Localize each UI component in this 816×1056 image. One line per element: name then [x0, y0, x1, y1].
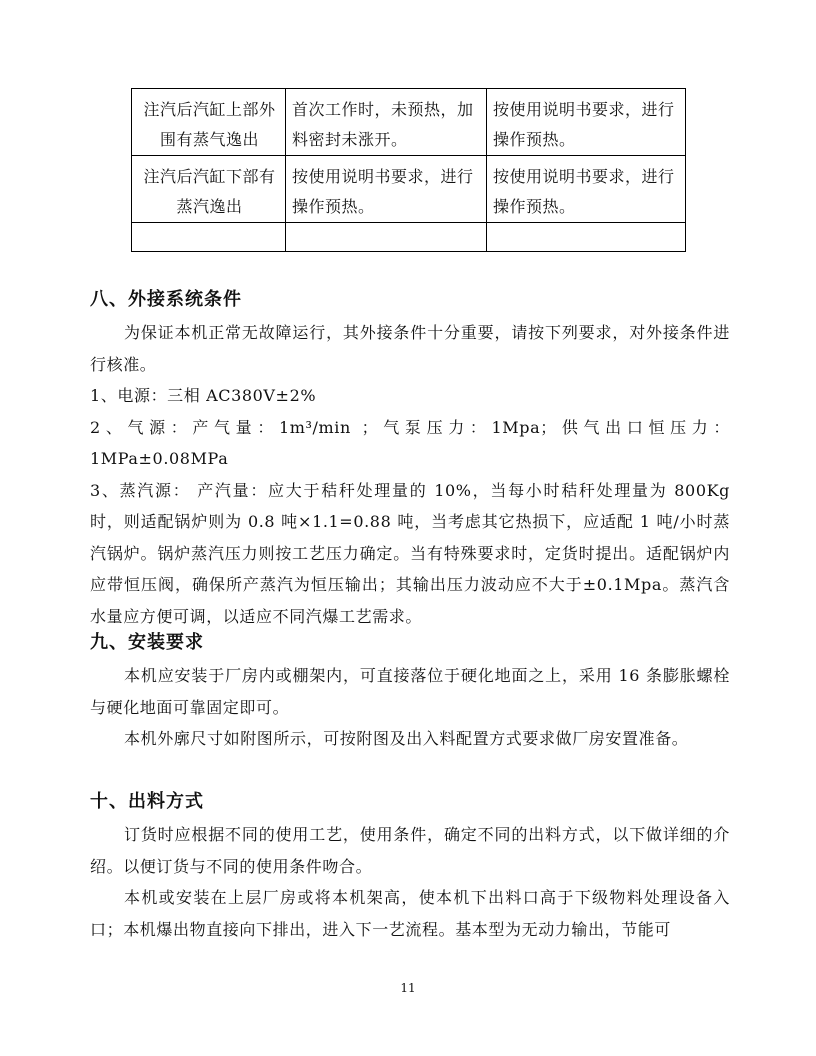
list-item: 1、电源：三相 AC380V±2%: [90, 386, 317, 405]
paragraph: 为保证本机正常无故障运行，其外接条件十分重要，请按下列要求，对外接条件进行核准。: [90, 323, 730, 374]
table-cell: 按使用说明书要求，进行操作预热。: [487, 89, 686, 156]
page-number: 11: [400, 981, 416, 995]
list-item: 2、气源：产气量：1m³/min ；气泵压力：1Mpa；供气出口恒压力：1MPa±0.08MPa: [90, 417, 730, 468]
paragraph: 本机外廓尺寸如附图所示，可按附图及出入料配置方式要求做厂房安置准备。: [124, 729, 689, 748]
list-item: 3、蒸汽源： 产汽量：应大于秸秆处理量的 10%，当每小时秸秆处理量为 800Kg 时，则适配锅炉则为 0.8 吨×1.1=0.88 吨，当考虑其它热损下，应适配 1 吨/小时蒸汽锅炉。锅炉蒸汽压力则按工艺压力确定。当有特殊要求时，定货时提出。适配锅炉内应带恒压阀，确保所产蒸汽为恒压输出；其输出压力波动应不大于±0.1Mpa。蒸汽含水量应方便可调，以适应不同汽爆工艺需求。: [90, 480, 730, 626]
paragraph: 本机应安装于厂房内或棚架内，可直接落位于硬化地面之上，采用 16 条膨胀螺栓与硬化地面可靠固定即可。: [90, 666, 730, 717]
section-installation: [90, 626, 730, 755]
table-cell: [286, 223, 487, 252]
table-row: [132, 156, 686, 223]
table-cell: 按使用说明书要求，进行操作预热。: [487, 156, 686, 223]
table-cell: 注汽后汽缸上部外围有蒸气逸出: [132, 89, 286, 156]
section-external-conditions: [90, 283, 730, 632]
table-cell: [132, 223, 286, 252]
table-cell: 首次工作时，未预热，加料密封未涨开。: [286, 89, 487, 156]
table-cell: [487, 223, 686, 252]
section-heading: 八、外接系统条件: [90, 289, 242, 310]
table-cell: 注汽后汽缸下部有蒸汽逸出: [132, 156, 286, 223]
paragraph: 本机或安装在上层厂房或将本机架高，使本机下出料口高于下级物料处理设备入口；本机爆出物直接向下排出，进入下一艺流程。基本型为无动力输出，节能可: [90, 888, 730, 939]
table-row: [132, 223, 686, 252]
table-row: [132, 89, 686, 156]
section-heading: 九、安装要求: [90, 632, 204, 653]
section-heading: 十、出料方式: [90, 791, 204, 812]
section-discharge: [90, 785, 730, 945]
troubleshooting-table: [131, 88, 686, 252]
paragraph: 订货时应根据不同的使用工艺，使用条件，确定不同的出料方式，以下做详细的介绍。以便订货与不同的使用条件吻合。: [90, 825, 730, 876]
table-cell: 按使用说明书要求，进行操作预热。: [286, 156, 487, 223]
